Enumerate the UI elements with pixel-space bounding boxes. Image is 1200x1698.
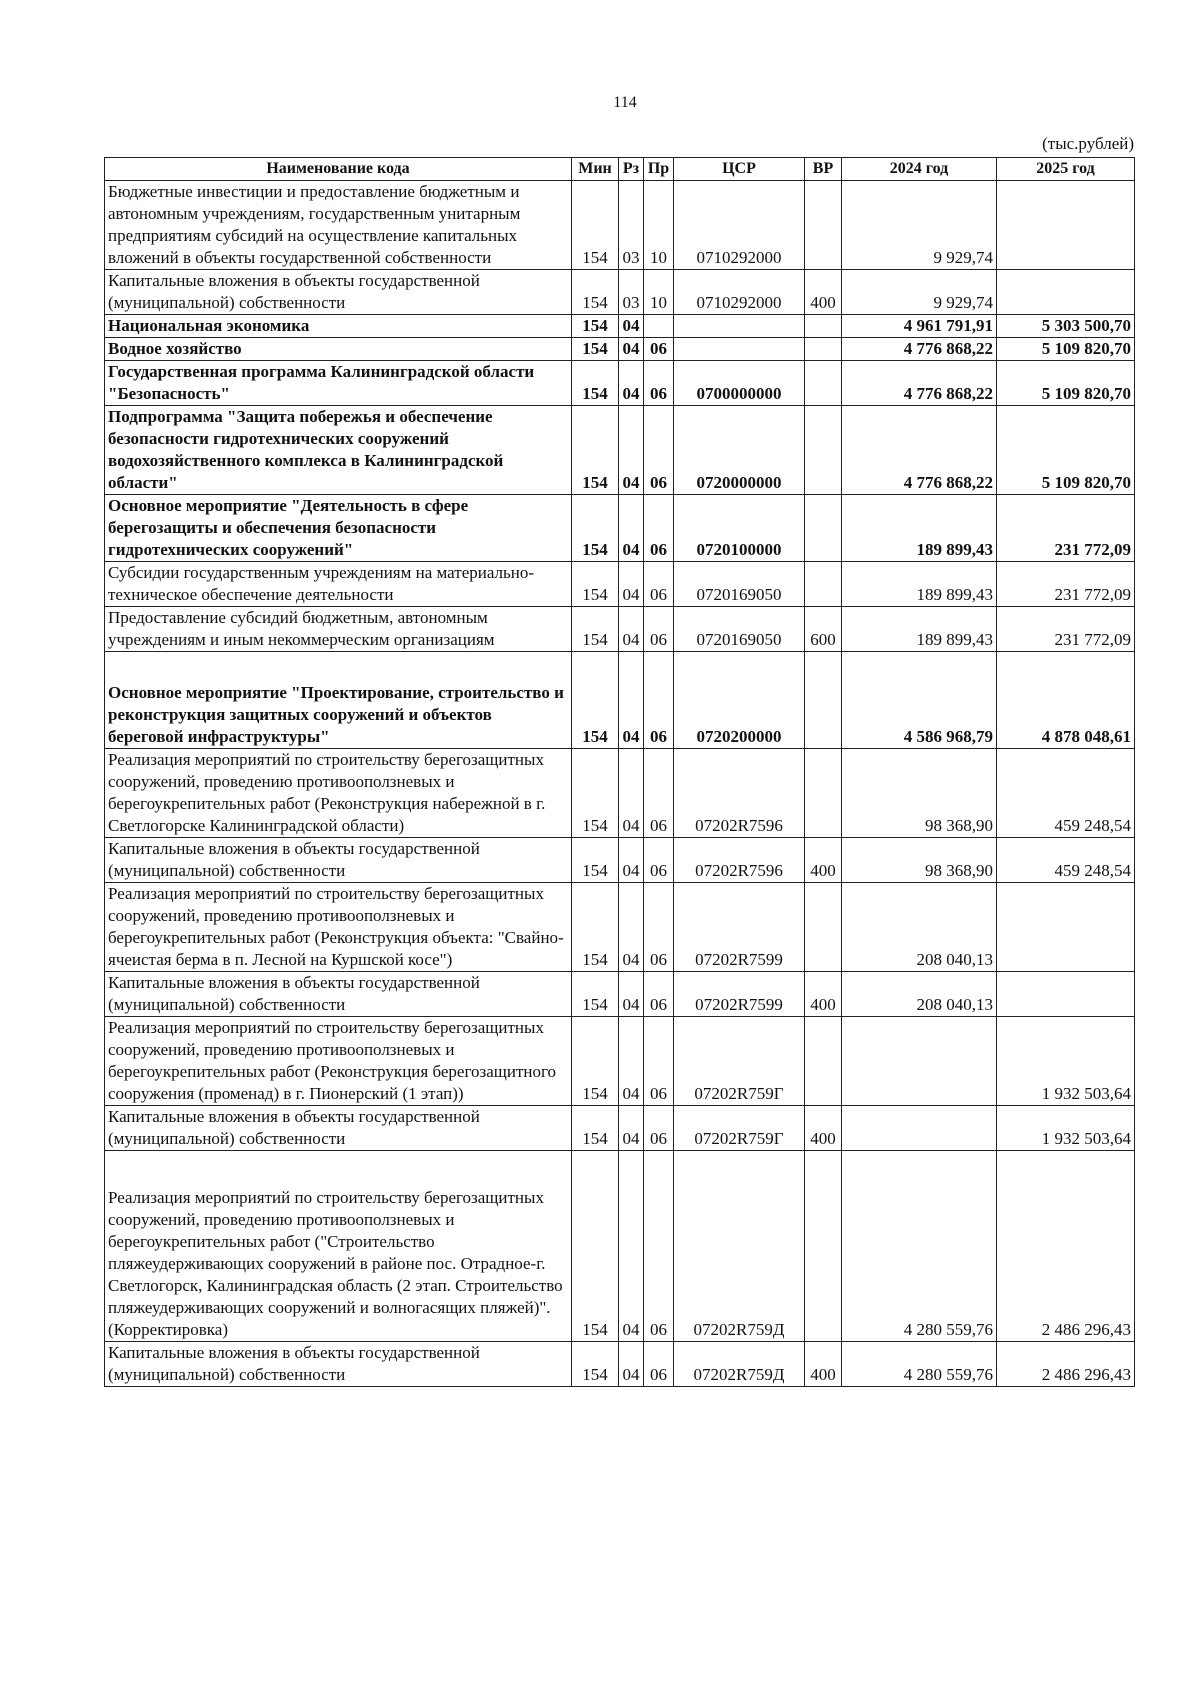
header-vr: ВР xyxy=(805,158,842,181)
table-row xyxy=(105,838,1135,883)
cell-name: Капитальные вложения в объекты государственной (муниципальной) собственности xyxy=(105,972,572,1017)
cell-rz: 04 xyxy=(619,338,644,361)
cell-rz: 04 xyxy=(619,1017,644,1106)
cell-2024: 208 040,13 xyxy=(842,883,997,972)
cell-2025 xyxy=(997,181,1135,270)
table-header-row xyxy=(105,158,1135,181)
cell-min: 154 xyxy=(572,749,619,838)
cell-2024: 189 899,43 xyxy=(842,607,997,652)
cell-vr: 400 xyxy=(805,1106,842,1151)
cell-min: 154 xyxy=(572,883,619,972)
cell-pr: 06 xyxy=(644,838,674,883)
cell-2025: 1 932 503,64 xyxy=(997,1106,1135,1151)
cell-2024: 9 929,74 xyxy=(842,181,997,270)
table-row xyxy=(105,972,1135,1017)
cell-rz: 04 xyxy=(619,838,644,883)
cell-name: Реализация мероприятий по строительству берегозащитных сооружений, проведению противооползневых и берегоукрепительных работ ("Строительство пляжеудерживающих сооружений в районе пос. Отрадное-г. Светлогорск, Калининградская область (2 этап. Строительство пляжеудерживающих сооружений и волногасящих пляжей)". (Корректировка) xyxy=(105,1151,572,1342)
cell-vr xyxy=(805,495,842,562)
table-row xyxy=(105,181,1135,270)
cell-name: Национальная экономика xyxy=(105,315,572,338)
cell-vr xyxy=(805,406,842,495)
cell-2025 xyxy=(997,270,1135,315)
table-row xyxy=(105,1106,1135,1151)
header-csr: ЦСР xyxy=(674,158,805,181)
cell-name: Капитальные вложения в объекты государственной (муниципальной) собственности xyxy=(105,270,572,315)
table-body xyxy=(105,181,1135,1387)
cell-2025: 459 248,54 xyxy=(997,749,1135,838)
cell-2024: 4 586 968,79 xyxy=(842,652,997,749)
cell-vr: 400 xyxy=(805,1342,842,1387)
cell-2024: 4 280 559,76 xyxy=(842,1151,997,1342)
cell-name: Основное мероприятие "Деятельность в сфере берегозащиты и обеспечения безопасности гидротехнических сооружений" xyxy=(105,495,572,562)
cell-2024: 208 040,13 xyxy=(842,972,997,1017)
cell-min: 154 xyxy=(572,972,619,1017)
table-row xyxy=(105,495,1135,562)
cell-name: Государственная программа Калининградской области "Безопасность" xyxy=(105,361,572,406)
units-label: (тыс.рублей) xyxy=(1042,134,1134,153)
cell-2024: 189 899,43 xyxy=(842,562,997,607)
cell-rz: 03 xyxy=(619,181,644,270)
cell-pr: 06 xyxy=(644,1151,674,1342)
cell-2024: 98 368,90 xyxy=(842,838,997,883)
cell-min: 154 xyxy=(572,338,619,361)
table-row xyxy=(105,607,1135,652)
cell-csr: 0720000000 xyxy=(674,406,805,495)
cell-min: 154 xyxy=(572,270,619,315)
cell-csr: 07202R759Д xyxy=(674,1151,805,1342)
cell-vr xyxy=(805,361,842,406)
cell-csr: 0720169050 xyxy=(674,607,805,652)
header-2024: 2024 год xyxy=(842,158,997,181)
cell-csr: 0720100000 xyxy=(674,495,805,562)
cell-name: Реализация мероприятий по строительству берегозащитных сооружений, проведению противооползневых и берегоукрепительных работ (Реконструкция набережной в г. Светлогорске Калининградской области) xyxy=(105,749,572,838)
cell-rz: 04 xyxy=(619,972,644,1017)
table-row xyxy=(105,749,1135,838)
cell-vr xyxy=(805,749,842,838)
cell-vr: 600 xyxy=(805,607,842,652)
table-row xyxy=(105,270,1135,315)
cell-2024: 4 776 868,22 xyxy=(842,361,997,406)
header-rz: Рз xyxy=(619,158,644,181)
cell-vr xyxy=(805,338,842,361)
cell-min: 154 xyxy=(572,838,619,883)
cell-pr xyxy=(644,315,674,338)
cell-vr xyxy=(805,652,842,749)
cell-min: 154 xyxy=(572,181,619,270)
cell-name: Капитальные вложения в объекты государственной (муниципальной) собственности xyxy=(105,838,572,883)
cell-2025: 231 772,09 xyxy=(997,562,1135,607)
table-row xyxy=(105,562,1135,607)
cell-rz: 04 xyxy=(619,1342,644,1387)
cell-rz: 03 xyxy=(619,270,644,315)
cell-vr xyxy=(805,883,842,972)
page-number: 114 xyxy=(613,94,637,111)
cell-vr: 400 xyxy=(805,972,842,1017)
cell-rz: 04 xyxy=(619,749,644,838)
cell-pr: 06 xyxy=(644,495,674,562)
cell-min: 154 xyxy=(572,315,619,338)
cell-pr: 06 xyxy=(644,1017,674,1106)
cell-csr: 0700000000 xyxy=(674,361,805,406)
cell-2025: 2 486 296,43 xyxy=(997,1151,1135,1342)
cell-2024: 4 280 559,76 xyxy=(842,1342,997,1387)
budget-table xyxy=(104,157,1135,1387)
cell-2025: 4 878 048,61 xyxy=(997,652,1135,749)
cell-csr: 07202R759Г xyxy=(674,1106,805,1151)
cell-min: 154 xyxy=(572,1151,619,1342)
cell-rz: 04 xyxy=(619,315,644,338)
cell-name: Капитальные вложения в объекты государственной (муниципальной) собственности xyxy=(105,1106,572,1151)
cell-2024: 9 929,74 xyxy=(842,270,997,315)
cell-rz: 04 xyxy=(619,562,644,607)
cell-rz: 04 xyxy=(619,1106,644,1151)
cell-2024 xyxy=(842,1017,997,1106)
cell-pr: 06 xyxy=(644,883,674,972)
cell-rz: 04 xyxy=(619,883,644,972)
cell-min: 154 xyxy=(572,1017,619,1106)
cell-2025: 5 109 820,70 xyxy=(997,361,1135,406)
table-row xyxy=(105,361,1135,406)
cell-csr: 07202R7599 xyxy=(674,972,805,1017)
cell-2024: 4 776 868,22 xyxy=(842,406,997,495)
cell-csr xyxy=(674,315,805,338)
cell-rz: 04 xyxy=(619,495,644,562)
cell-pr: 06 xyxy=(644,972,674,1017)
cell-2025 xyxy=(997,972,1135,1017)
cell-name: Водное хозяйство xyxy=(105,338,572,361)
cell-min: 154 xyxy=(572,652,619,749)
cell-csr: 07202R7596 xyxy=(674,838,805,883)
cell-pr: 06 xyxy=(644,749,674,838)
cell-min: 154 xyxy=(572,607,619,652)
header-pr: Пр xyxy=(644,158,674,181)
cell-2025: 5 303 500,70 xyxy=(997,315,1135,338)
cell-min: 154 xyxy=(572,495,619,562)
cell-csr: 0720200000 xyxy=(674,652,805,749)
cell-2025: 5 109 820,70 xyxy=(997,338,1135,361)
table-row xyxy=(105,652,1135,749)
header-2025: 2025 год xyxy=(997,158,1135,181)
cell-2025 xyxy=(997,883,1135,972)
table-row xyxy=(105,406,1135,495)
cell-name: Капитальные вложения в объекты государственной (муниципальной) собственности xyxy=(105,1342,572,1387)
table-row xyxy=(105,315,1135,338)
cell-pr: 06 xyxy=(644,1106,674,1151)
cell-csr: 0710292000 xyxy=(674,181,805,270)
cell-min: 154 xyxy=(572,1342,619,1387)
cell-name: Предоставление субсидий бюджетным, автономным учреждениям и иным некоммерческим организациям xyxy=(105,607,572,652)
cell-name: Бюджетные инвестиции и предоставление бюджетным и автономным учреждениям, государственным унитарным предприятиям субсидий на осуществление капитальных вложений в объекты государственной собственности xyxy=(105,181,572,270)
cell-vr: 400 xyxy=(805,270,842,315)
cell-2025: 231 772,09 xyxy=(997,607,1135,652)
cell-vr xyxy=(805,315,842,338)
cell-2024: 4 776 868,22 xyxy=(842,338,997,361)
cell-pr: 06 xyxy=(644,562,674,607)
cell-2025: 459 248,54 xyxy=(997,838,1135,883)
cell-name: Субсидии государственным учреждениям на материально-техническое обеспечение деятельности xyxy=(105,562,572,607)
cell-2024: 98 368,90 xyxy=(842,749,997,838)
cell-rz: 04 xyxy=(619,652,644,749)
cell-rz: 04 xyxy=(619,361,644,406)
header-name: Наименование кода xyxy=(105,158,572,181)
cell-vr xyxy=(805,1151,842,1342)
cell-pr: 06 xyxy=(644,652,674,749)
cell-pr: 06 xyxy=(644,338,674,361)
cell-rz: 04 xyxy=(619,607,644,652)
table-row xyxy=(105,1342,1135,1387)
cell-min: 154 xyxy=(572,406,619,495)
cell-pr: 10 xyxy=(644,270,674,315)
cell-name: Основное мероприятие "Проектирование, строительство и реконструкция защитных сооружений и объектов береговой инфраструктуры" xyxy=(105,652,572,749)
cell-pr: 06 xyxy=(644,406,674,495)
cell-2025: 1 932 503,64 xyxy=(997,1017,1135,1106)
cell-csr: 0720169050 xyxy=(674,562,805,607)
cell-name: Реализация мероприятий по строительству берегозащитных сооружений, проведению противооползневых и берегоукрепительных работ (Реконструкция объекта: "Свайно-ячеистая берма в п. Лесной на Куршской косе") xyxy=(105,883,572,972)
cell-pr: 06 xyxy=(644,361,674,406)
cell-vr: 400 xyxy=(805,838,842,883)
cell-csr: 0710292000 xyxy=(674,270,805,315)
cell-rz: 04 xyxy=(619,1151,644,1342)
cell-name: Подпрограмма "Защита побережья и обеспечение безопасности гидротехнических сооружений водохозяйственного комплекса в Калининградской области" xyxy=(105,406,572,495)
cell-min: 154 xyxy=(572,1106,619,1151)
cell-2025: 2 486 296,43 xyxy=(997,1342,1135,1387)
header-min: Мин xyxy=(572,158,619,181)
cell-min: 154 xyxy=(572,562,619,607)
cell-2024: 4 961 791,91 xyxy=(842,315,997,338)
cell-csr: 07202R7599 xyxy=(674,883,805,972)
table-row xyxy=(105,1017,1135,1106)
cell-pr: 10 xyxy=(644,181,674,270)
cell-min: 154 xyxy=(572,361,619,406)
table-row xyxy=(105,1151,1135,1342)
cell-csr: 07202R759Д xyxy=(674,1342,805,1387)
cell-pr: 06 xyxy=(644,607,674,652)
cell-vr xyxy=(805,181,842,270)
cell-rz: 04 xyxy=(619,406,644,495)
cell-csr: 07202R759Г xyxy=(674,1017,805,1106)
cell-vr xyxy=(805,1017,842,1106)
cell-2025: 231 772,09 xyxy=(997,495,1135,562)
table-row xyxy=(105,883,1135,972)
cell-csr xyxy=(674,338,805,361)
table-row xyxy=(105,338,1135,361)
cell-name: Реализация мероприятий по строительству берегозащитных сооружений, проведению противооползневых и берегоукрепительных работ (Реконструкция берегозащитного сооружения (променад) в г. Пионерский (1 этап)) xyxy=(105,1017,572,1106)
cell-2024: 189 899,43 xyxy=(842,495,997,562)
cell-csr: 07202R7596 xyxy=(674,749,805,838)
cell-vr xyxy=(805,562,842,607)
cell-pr: 06 xyxy=(644,1342,674,1387)
cell-2024 xyxy=(842,1106,997,1151)
cell-2025: 5 109 820,70 xyxy=(997,406,1135,495)
